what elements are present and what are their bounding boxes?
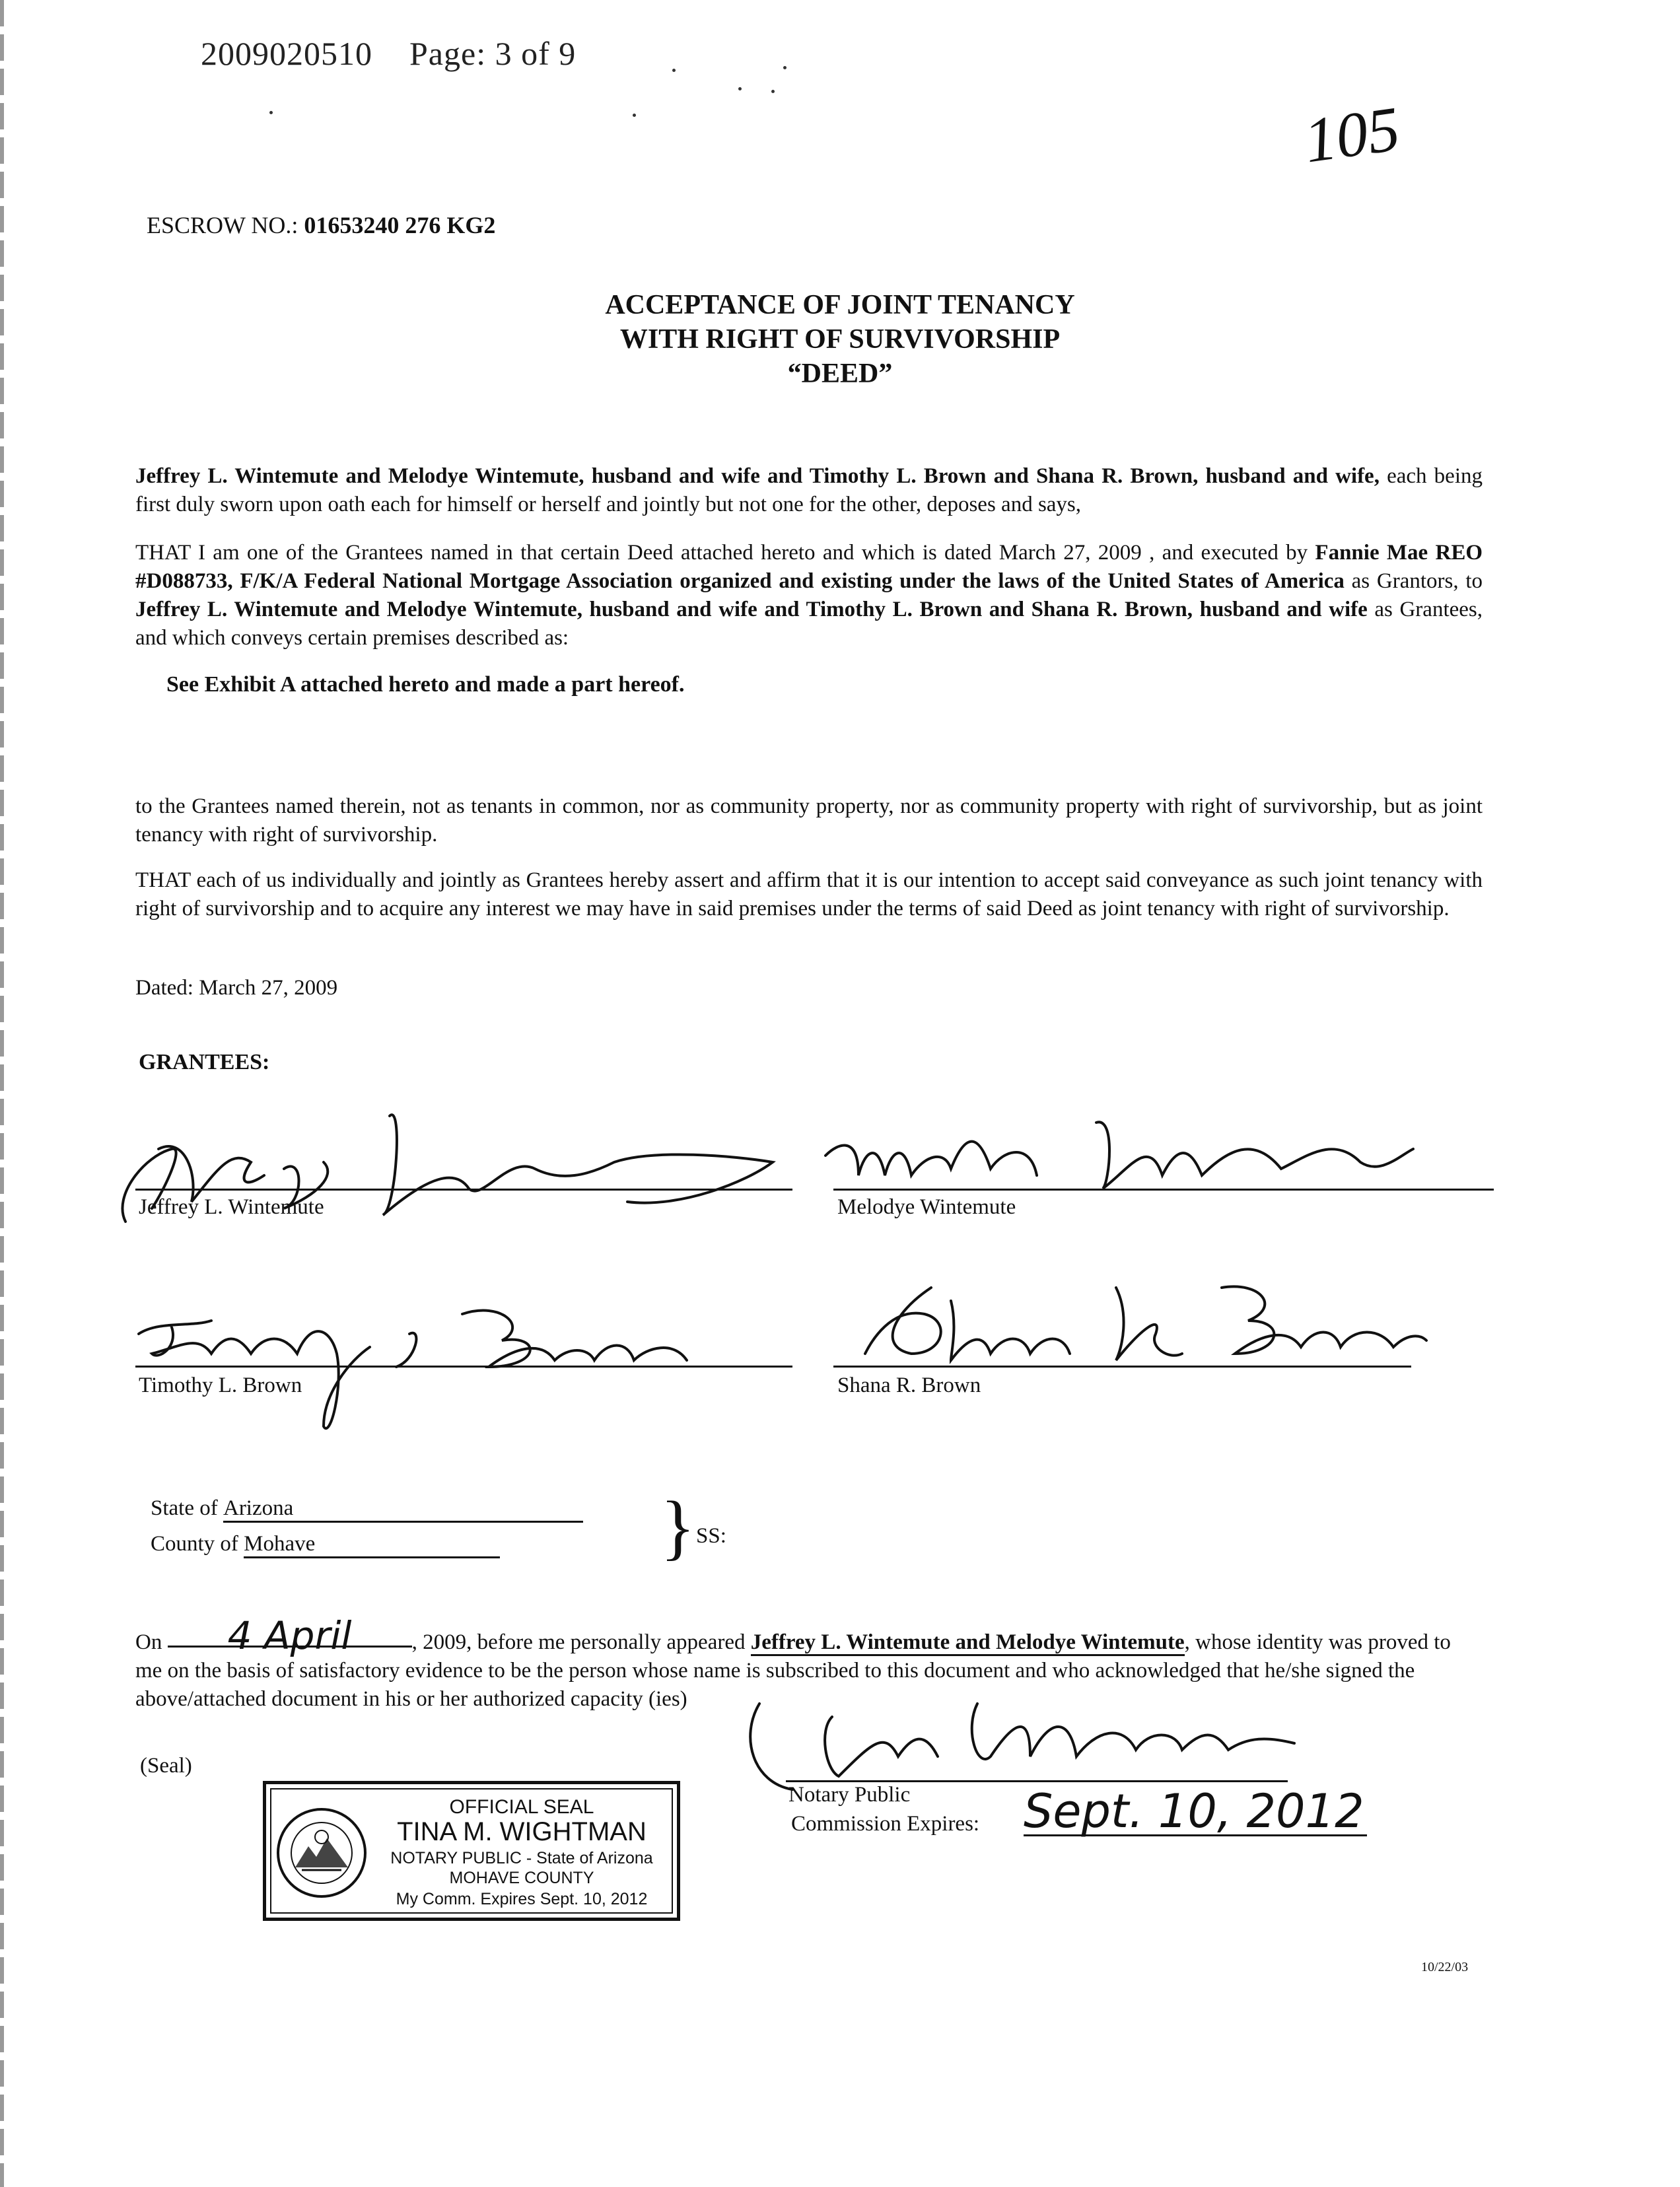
signature-line: [135, 1366, 792, 1368]
acknowledgment-text-2: , whose identity was proved to me on the basis of satisfactory evidence to be the person whose name is subscribed to this document and who acknowledged that he/she signed the above/attached document in his or her authorized capacity (ies): [135, 1630, 1451, 1711]
stamp-line-4: MOHAVE COUNTY: [449, 1869, 594, 1887]
notary-signature-line: [786, 1780, 1288, 1782]
affirmation-paragraph: THAT each of us individually and jointly as Grantees hereby assert and affirm that it is our intention to accept said conveyance as such joint tenancy with right of survivorship and to acquire any interest we may have in said premises under the terms of said Deed as joint tenancy with right of survivorship.: [135, 868, 1483, 920]
scan-speck: [672, 69, 676, 72]
commission-expires-label: Commission Expires:: [791, 1812, 980, 1836]
stamp-line-5: My Comm. Expires Sept. 10, 2012: [396, 1890, 648, 1908]
page-indicator: Page: 3 of 9: [409, 35, 577, 72]
county-line: [151, 1532, 500, 1558]
grant-text-mid: as Grantors, to: [1344, 569, 1483, 593]
stamp-line-2: TINA M. WIGHTMAN: [397, 1817, 647, 1846]
handwritten-page-note: 105: [1300, 92, 1404, 176]
commission-expiration-handwritten: Sept. 10, 2012: [1024, 1788, 1367, 1836]
grantees-heading: GRANTEES:: [139, 1050, 270, 1074]
signer-name-label: Shana R. Brown: [837, 1373, 981, 1397]
county-label: County of: [151, 1532, 238, 1556]
signer-name-label: Timothy L. Brown: [139, 1373, 302, 1397]
scan-speck: [771, 90, 775, 93]
stamp-line-1: OFFICIAL SEAL: [449, 1796, 594, 1818]
scan-speck: [633, 114, 636, 117]
seal-label: (Seal): [140, 1754, 192, 1778]
exhibit-reference: See Exhibit A attached hereto and made a part hereof.: [166, 672, 685, 697]
title-line-3: “DEED”: [787, 359, 893, 389]
recording-number: 2009020510: [201, 35, 372, 72]
dated-line: Dated: March 27, 2009: [135, 976, 338, 1000]
signature-line: [135, 1189, 792, 1191]
escrow-number: 01653240 276 KG2: [304, 212, 496, 238]
acknowledgment-paragraph: [135, 1613, 1476, 1714]
grantor-names: Fannie Mae REO #D088733, F/K/A Federal National Mortgage Association organized and existing under the laws of the United States of America: [135, 541, 1483, 593]
venue-brace: }: [660, 1486, 695, 1567]
tenancy-paragraph: to the Grantees named therein, not as tenants in common, nor as community property, nor as community property with right of survivorship, but as joint tenancy with right of survivorship.: [135, 794, 1483, 847]
party-names: Jeffrey L. Wintemute and Melodye Wintemute, husband and wife and Timothy L. Brown and Shana R. Brown, husband and wife,: [135, 464, 1380, 488]
intro-paragraph: [135, 462, 1483, 519]
acknowledged-persons: Jeffrey L. Wintemute and Melodye Wintemute: [751, 1630, 1185, 1656]
notary-stamp: [263, 1781, 680, 1921]
ss-label: SS:: [696, 1524, 726, 1548]
signature-shana-brown: [852, 1274, 1433, 1380]
scan-speck: [738, 87, 742, 90]
grant-text-start: THAT I am one of the Grantees named in that certain Deed attached hereto and which is dated March 27, 2009 , and executed by: [135, 541, 1315, 565]
scan-speck: [269, 111, 273, 114]
grant-text-end: as Grantees, and which conveys certain premises described as:: [135, 598, 1483, 650]
document-title: [0, 288, 1680, 391]
state-line: [151, 1496, 583, 1523]
stamp-line-3: NOTARY PUBLIC - State of Arizona: [390, 1849, 653, 1867]
signer-name-label: Melodye Wintemute: [837, 1195, 1016, 1219]
state-value: Arizona: [223, 1496, 583, 1523]
escrow-label: ESCROW NO.:: [147, 212, 298, 238]
signature-line: [833, 1189, 1494, 1191]
form-revision-code: 10/22/03: [1421, 1960, 1469, 1974]
signature-line: [833, 1366, 1411, 1368]
on-label: On: [135, 1630, 162, 1654]
recording-header: [201, 34, 613, 73]
title-line-2: WITH RIGHT OF SURVIVORSHIP: [619, 324, 1061, 355]
grantee-names: Jeffrey L. Wintemute and Melodye Wintemute, husband and wife and Timothy L. Brown and Shana R. Brown, husband and wife: [135, 598, 1368, 621]
escrow-number-line: [147, 211, 495, 239]
state-label: State of: [151, 1496, 218, 1520]
county-value: Mohave: [244, 1532, 500, 1558]
acknowledgment-date-handwritten: 4 April: [168, 1626, 412, 1648]
signature-timothy-brown: [132, 1294, 713, 1446]
oath-text: each being first duly sworn upon oath each for himself or herself and jointly but not one for the other, deposes and says,: [135, 464, 1483, 516]
state-seal-icon: [275, 1807, 368, 1899]
signer-name-label: Jeffrey L. Wintemute: [139, 1195, 324, 1219]
acknowledgment-text-1: , 2009, before me personally appeared: [411, 1630, 751, 1654]
grant-paragraph: [135, 539, 1483, 652]
scan-speck: [783, 66, 787, 69]
title-line-1: ACCEPTANCE OF JOINT TENANCY: [605, 290, 1075, 320]
notary-public-label: Notary Public: [788, 1783, 911, 1807]
